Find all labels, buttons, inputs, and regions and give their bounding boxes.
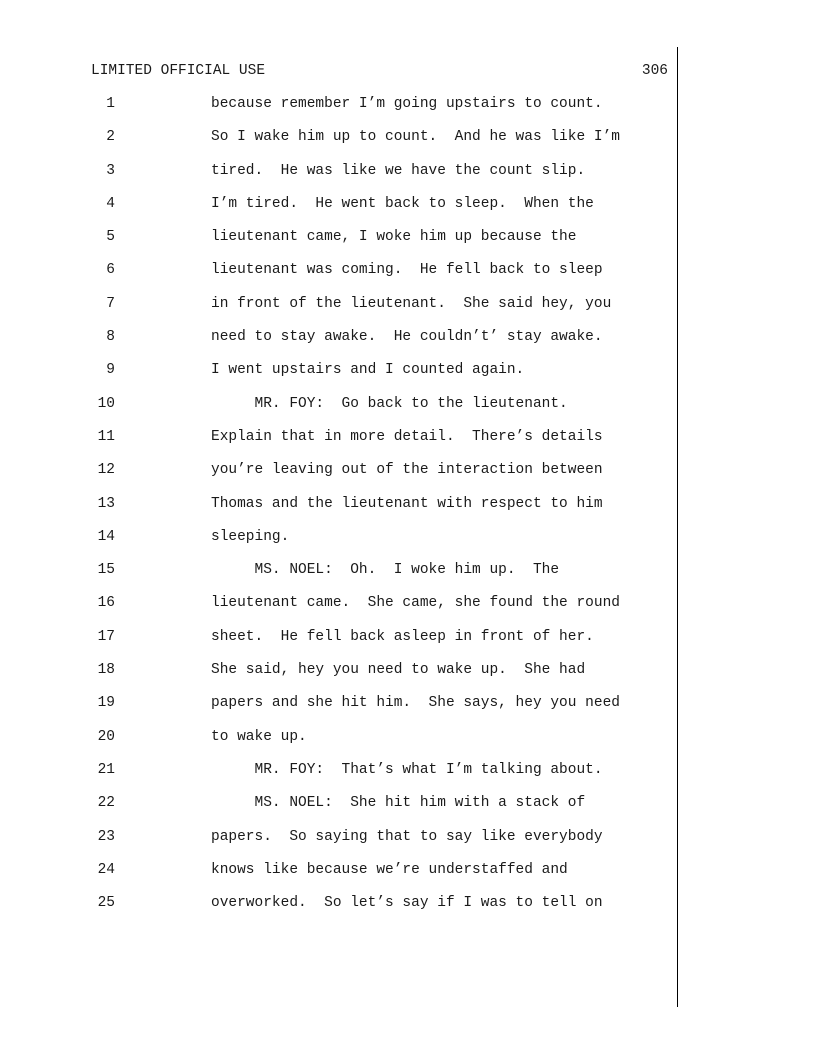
line-text: MR. FOY: Go back to the lieutenant. — [211, 395, 568, 412]
line-text: sheet. He fell back asleep in front of her. — [211, 628, 594, 645]
line-text: because remember I’m going upstairs to count. — [211, 96, 603, 112]
line-number: 25 — [97, 895, 115, 912]
transcript-line — [0, 92, 680, 125]
page-number: 306 — [641, 63, 668, 79]
transcript-line — [0, 159, 680, 192]
line-number: 9 — [106, 362, 115, 379]
line-text: MS. NOEL: Oh. I woke him up. The — [211, 562, 560, 579]
line-number: 11 — [97, 428, 115, 445]
line-number: 10 — [97, 395, 115, 412]
line-number: 2 — [106, 129, 115, 146]
line-number: 16 — [97, 595, 115, 612]
line-number: 19 — [97, 695, 115, 712]
line-number: 23 — [97, 828, 115, 845]
transcript-line — [0, 791, 680, 824]
classification-label: LIMITED OFFICIAL USE — [91, 63, 266, 79]
transcript-line — [0, 891, 680, 924]
transcript-lines — [0, 92, 680, 924]
transcript-line — [0, 192, 680, 225]
line-number: 8 — [106, 329, 115, 346]
transcript-line — [0, 392, 680, 425]
line-text: knows like because we’re understaffed and — [211, 861, 568, 878]
transcript-line — [0, 758, 680, 791]
line-number: 22 — [97, 795, 115, 812]
line-number: 12 — [97, 462, 115, 479]
line-number: 1 — [106, 96, 115, 112]
line-text: lieutenant came. She came, she found the round — [211, 595, 620, 612]
line-text: papers and she hit him. She says, hey you need — [211, 695, 620, 712]
line-number: 14 — [97, 528, 115, 545]
line-text: lieutenant came, I woke him up because the — [211, 229, 577, 246]
line-text: you’re leaving out of the interaction between — [211, 462, 603, 479]
line-number: 3 — [106, 162, 115, 179]
line-number: 17 — [97, 628, 115, 645]
transcript-line — [0, 125, 680, 158]
transcript-line — [0, 425, 680, 458]
line-number: 20 — [97, 728, 115, 745]
line-text: tired. He was like we have the count slip. — [211, 162, 586, 179]
line-number: 5 — [106, 229, 115, 246]
transcript-line — [0, 292, 680, 325]
transcript-line — [0, 325, 680, 358]
transcript-line — [0, 658, 680, 691]
line-text: overworked. So let’s say if I was to tell on — [211, 895, 603, 912]
line-number: 21 — [97, 761, 115, 778]
transcript-line — [0, 492, 680, 525]
transcript-line — [0, 725, 680, 758]
transcript-line — [0, 525, 680, 558]
transcript-line — [0, 625, 680, 658]
line-text: MR. FOY: That’s what I’m talking about. — [211, 761, 603, 778]
line-text: to wake up. — [211, 728, 307, 745]
transcript-line — [0, 558, 680, 591]
line-number: 15 — [97, 562, 115, 579]
line-text: papers. So saying that to say like everybody — [211, 828, 603, 845]
page-header — [91, 62, 668, 80]
transcript-line — [0, 258, 680, 291]
transcript-line — [0, 225, 680, 258]
line-number: 13 — [97, 495, 115, 512]
line-text: in front of the lieutenant. She said hey, you — [211, 295, 612, 312]
transcript-line — [0, 358, 680, 391]
line-text: Explain that in more detail. There’s details — [211, 428, 603, 445]
line-text: sleeping. — [211, 528, 290, 545]
transcript-line — [0, 825, 680, 858]
line-text: Thomas and the lieutenant with respect to him — [211, 495, 603, 512]
line-number: 6 — [106, 262, 115, 279]
transcript-line — [0, 691, 680, 724]
line-number: 7 — [106, 295, 115, 312]
line-text: I went upstairs and I counted again. — [211, 362, 525, 379]
line-number: 18 — [97, 662, 115, 679]
line-text: lieutenant was coming. He fell back to sleep — [211, 262, 603, 279]
transcript-line — [0, 858, 680, 891]
line-text: So I wake him up to count. And he was like I’m — [211, 129, 620, 146]
line-text: need to stay awake. He couldn’t’ stay awake. — [211, 329, 603, 346]
line-number: 24 — [97, 861, 115, 878]
transcript-line — [0, 591, 680, 624]
line-text: She said, hey you need to wake up. She had — [211, 662, 586, 679]
line-text: I’m tired. He went back to sleep. When the — [211, 195, 594, 212]
line-number: 4 — [106, 195, 115, 212]
line-text: MS. NOEL: She hit him with a stack of — [211, 795, 586, 812]
transcript-line — [0, 458, 680, 491]
